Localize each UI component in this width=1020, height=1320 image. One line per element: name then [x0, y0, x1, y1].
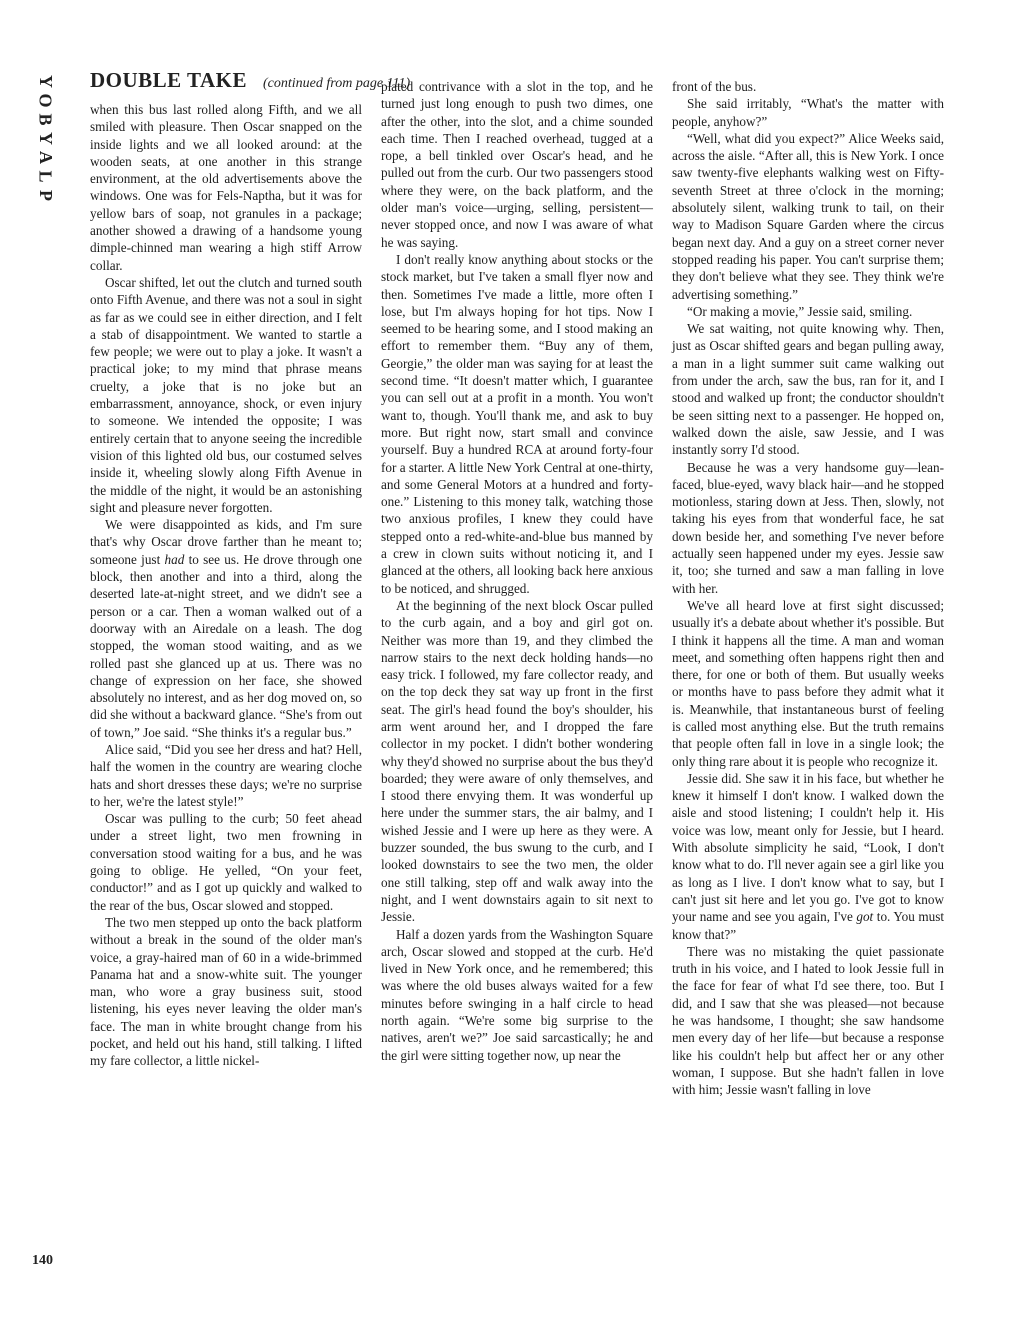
article-paragraph: Because he was a very handsome guy—lean-faced, blue-eyed, wavy black hair—and he stopped motionless, staring down at Jess. Then, slowly, not taking his eyes from that wonderful face, he sat down beside her, and something I've never before actually seen happened under my eyes. Jessie saw it, too; she turned and saw a man falling in love with her. [672, 459, 944, 596]
article-paragraph: At the beginning of the next block Oscar pulled to the curb again, and a boy and girl got on. Neither was more than 19, and they climbed the narrow stairs to the next deck holding hands—no easy trick. I followed, my fare collector ready, and on the top deck they sat way up front in the first seat. The girl's head found the boy's shoulder, his arm went around her, and I dropped the fare collector in my pocket. I didn't bother wondering why they'd showed no surprise about the bus they'd boarded; they were aware of only themselves, and I stood there envying them. It was wonderful up here under the summer stars, the air balmy, and I wished Jessie and I were up here as they were. A buzzer sounded, the bus swung to the curb, and I looked downstairs to see the two men, the older one still talking, step off and walk away into the night, and I went downstairs again to sit next to Jessie. [381, 597, 653, 925]
article-title: DOUBLE TAKE [90, 68, 248, 92]
article-paragraph: when this bus last rolled along Fifth, and we all smiled with pleasure. Then Oscar snapped on the inside lights and we all looked around: at the wooden seats, at one another in this strange environment, at the old advertisements above the windows. One was for Fels-Naptha, but it was for yellow bars of soap, not granules in a package; another showed a drawing of a handsome young dimple-chinned man wearing a high stiff Arrow collar. [90, 102, 362, 273]
magazine-letter: Y [35, 75, 56, 88]
article-paragraph: We sat waiting, not quite knowing why. Then, just as Oscar shifted gears and began pulling away, a man in a light summer suit came walking out from under the arch, saw the bus, ran for it, and I stood and walked up front; the conductor shouldn't be seen sitting next to a passenger. He hopped on, walked down the aisle, saw Jessie, and I was instantly sorry I'd stood. [672, 321, 944, 458]
article-paragraph: Oscar shifted, let out the clutch and turned south onto Fifth Avenue, and there was not a soul in sight as far as we could see in either direction, and I felt a stab of disappointment. We wanted to startle a few people; we were out to play a joke. It wasn't a practical joke; to my mind that phrase means cruelty, a joke that is no joke but an embarrassment, annoyance, shock, or even injury to someone. We intended the opposite; I was entirely certain that to anyone seeing the incredible vision of this lighted old bus, our costumed selves inside it, wheeling slowly along Fifth Avenue in the middle of the night, it would be an astonishing sight and pleasure never forgotten. [90, 274, 362, 515]
page-number: 140 [32, 1253, 53, 1268]
article-paragraph: plated contrivance with a slot in the top, and he turned just long enough to push two dimes, one after the other, into the slot, and a chime sounded each time. Then I reached overhead, tugged at a rope, a bell tinkled over Oscar's head, and he pulled out from the curb. Our two passengers stood where they were, on the back platform, and the older man's voice—urging, selling, persistent—never stopped once, and now I was aware of what he was saying. [381, 79, 653, 250]
magazine-name-vertical [32, 72, 58, 205]
magazine-letter: B [35, 113, 56, 126]
article-paragraph: The two men stepped up onto the back platform without a break in the sound of the older man's voice, a gray-haired man of 60 in a wide-brimmed Panama hat and a snow-white suit. The younger man, who wore a gray business suit, stood listening, his eyes never leaving the older man's face. The man in white brought change from his pocket, and held out his hand, still talking. I lifted my fare collector, a little nickel- [90, 914, 362, 1069]
magazine-letter: P [35, 190, 56, 201]
article-paragraph: There was no mistaking the quiet passionate truth in his voice, and I hated to look Jessie full in the face for fear of what I'd see there, too. But I did, and I saw that she was pleased—not because he was handsome, I thought; she saw handsome men every day of her life—but because a response like his couldn't help but affect her or any other woman, I suppose. But she hadn't fallen in love with him; Jessie wasn't falling in love [672, 943, 944, 1098]
text-column-2 [381, 78, 653, 1064]
text-column-1 [90, 101, 362, 1070]
magazine-letter: A [35, 151, 56, 164]
magazine-letter: O [35, 93, 56, 108]
article-paragraph: Jessie did. She saw it in his face, but whether he knew it himself I don't know. I walked down the aisle and stood listening; I couldn't help it. His voice was low, meant only for Jessie, but I heard. With absolute simplicity he said, “Look, I don't know what to do. I'll never again see a girl like you as long as I live. I don't know what to say, but I can't just sit here and let you go. I've got to know your name and see you again, I've got to. You must know that?” [672, 770, 944, 942]
magazine-letter: L [35, 170, 56, 183]
magazine-letter: Y [35, 132, 56, 145]
article-paragraph: “Well, what did you expect?” Alice Weeks said, across the aisle. “After all, this is New York. I once saw twenty-five elephants walking west on Fifty-seventh Street at three o'clock in the morning; absolutely silent, walking trunk to tail, on their way to Madison Square Garden where the circus began next day. And a guy on a street corner never stopped reading his paper. You can't surprise them; they don't believe what they see. They think we're advertising something.” [672, 130, 944, 302]
article-paragraph: We were disappointed as kids, and I'm sure that's why Oscar drove farther than he meant to; someone just had to see us. He drove through one block, then another and into a third, along the deserted late-at-night street, and we didn't see a person or a car. Then a woman walked out of a doorway with an Airedale on a leash. The dog stopped, the woman stood waiting, and as we rolled past she glanced up at us. There was no change of expression on her face, she showed absolutely no interest, and as her dog moved on, so did she without a backward glance. “She's from out of town,” Joe said. “She thinks it's a regular bus.” [90, 517, 362, 740]
article-paragraph: She said irritably, “What's the matter with people, anyhow?” [672, 96, 944, 129]
article-paragraph: front of the bus. [672, 79, 757, 94]
text-column-3 [672, 78, 944, 1099]
emphasis: had [164, 551, 185, 567]
article-paragraph: “Or making a movie,” Jessie said, smiling. [687, 303, 913, 319]
article-paragraph: I don't really know anything about stocks or the stock market, but I've taken a small flyer now and then. Sometimes I've made a little, more often I lose, but I'm always hoping for hot tips. Now I seemed to be hearing some, and I stood making an effort to remember them. “Buy any of them, Georgie,” the older man was saying for at least the second time. “It doesn't matter which, I guarantee you can sell out at a profit in a month. You won't want to, though. You'll thank me, and ask to buy more. But right now, start small and convince yourself. Buy a hundred RCA at around forty-four for a starter. A little New York Central at one-thirty, and some General Motors at a hundred and forty-one.” Listening to this money talk, watching those two anxious profiles, I knew they could have stepped onto a red-white-and-blue bus manned by a crew in clown suits without noticing it, and I glanced at the others, all looking back here anxious to be noticed, and shrugged. [381, 251, 653, 596]
article-paragraph: Alice said, “Did you see her dress and hat? Hell, half the women in the country are wearing cloche hats and short dresses these days; we're no surprise to her, we're the latest style!” [90, 741, 362, 809]
continued-note: (continued from page 111) [263, 76, 411, 91]
article-paragraph: Half a dozen yards from the Washington Square arch, Oscar slowed and stopped at the curb. He'd lived in New York once, and he remembered; this was where the old buses always waited for a few minutes before swinging in a half circle to head north again. “We're some big surprise to the natives, aren't we?” Joe said sarcastically; he and the girl were sitting together now, up near the [381, 926, 653, 1063]
article-paragraph: Oscar was pulling to the curb; 50 feet ahead under a street light, two men frowning in conversation stood waiting for a bus, and he was going to oblige. He yelled, “On your feet, conductor!” and as I got up quickly and walked to the rear of the bus, Oscar slowed and stopped. [90, 811, 362, 913]
article-paragraph: We've all heard love at first sight discussed; usually it's a debate about whether it's possible. But I think it happens all the time. A man and woman meet, and something often happens right then and there, for one or both of them. But usually weeks or months have to pass before they admit what it is. Meanwhile, that instantaneous burst of feeling is called most anything else. But the truth remains that people often fall in love in a single look; the only thing rare about it is people who recognize it. [672, 597, 944, 769]
emphasis: got [856, 909, 874, 925]
